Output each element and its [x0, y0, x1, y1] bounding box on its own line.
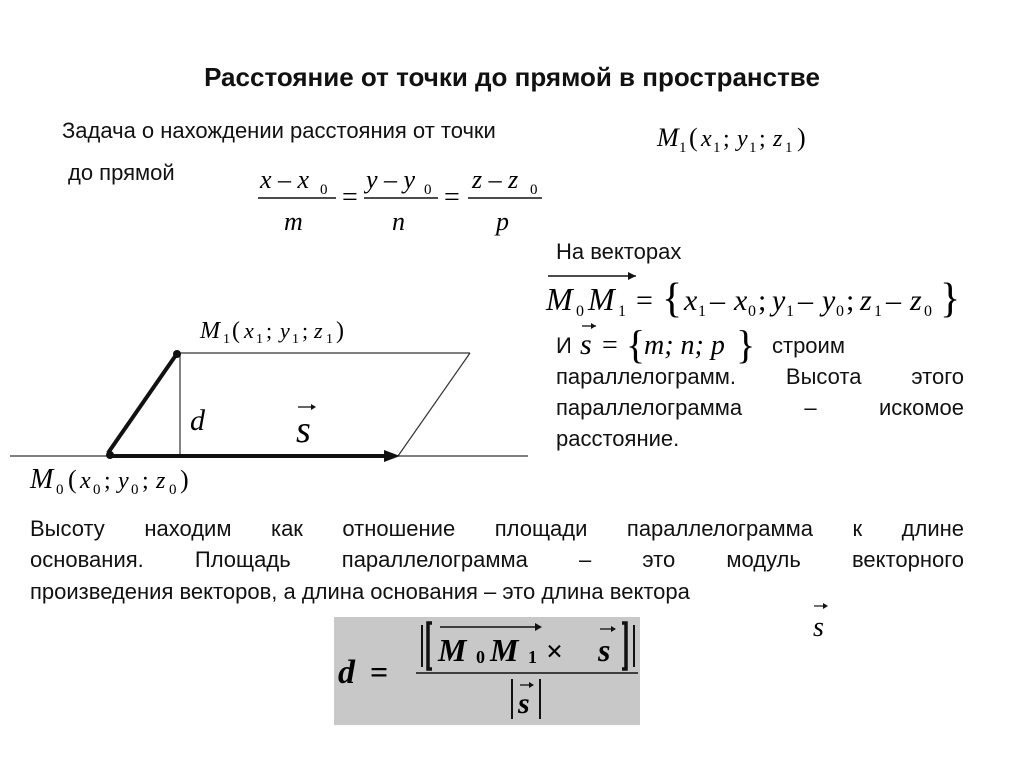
label-m0-close: ) — [180, 465, 189, 494]
vector-s-formula — [576, 318, 766, 368]
and-label: И — [556, 333, 572, 358]
comp-z0: z — [910, 284, 922, 317]
m1-z: z — [773, 126, 783, 152]
eq-2: = — [444, 182, 460, 213]
build-label: строим — [772, 333, 845, 358]
den-z: p — [496, 207, 509, 236]
m1-letter-vec: M — [588, 281, 615, 317]
m1-y: y — [737, 126, 748, 152]
bottom-line-2: основания. Площадь параллелограмма – это модуль векторного — [30, 547, 964, 572]
formula-d: d — [338, 654, 355, 691]
m1-letter: M — [657, 123, 679, 152]
close-brace: } — [940, 276, 961, 322]
s-components: m; n; p — [644, 330, 725, 361]
label-m1-z: z — [314, 318, 323, 343]
right-edge — [398, 353, 470, 456]
num-bracket-left — [428, 623, 432, 669]
label-m1: M — [200, 318, 220, 344]
num-z-sub: 0 — [530, 182, 538, 198]
side-s-arrowhead — [823, 603, 828, 609]
s-eq: = — [602, 330, 618, 361]
label-m0-sub: 0 — [56, 482, 64, 498]
m0m1-vector-line — [108, 355, 176, 453]
label-s: s — [296, 409, 311, 451]
comp-z1: z — [860, 284, 872, 317]
m1-x-sub: 1 — [713, 140, 721, 156]
label-m1-y-sub: 1 — [292, 332, 299, 347]
s-open-brace: { — [626, 322, 646, 367]
comp-minus-2: – — [798, 284, 813, 317]
intro-line-2: до прямой — [68, 160, 175, 185]
bottom-line-1: Высоту находим как отношение площади параллелограмма к длине — [30, 516, 964, 541]
m1-open-paren: ( — [689, 123, 698, 152]
formula-eq: = — [370, 654, 389, 690]
num-s: s — [598, 632, 611, 668]
num-cross: × — [546, 635, 564, 668]
label-m0-y-sub: 0 — [131, 482, 139, 498]
num-x: x – x — [260, 165, 310, 194]
label-m1-z-sub: 1 — [326, 332, 333, 347]
comp-y0-sub: 0 — [836, 303, 844, 320]
label-m1-sep2: ; — [302, 318, 309, 343]
label-d: d — [190, 404, 205, 437]
open-brace: { — [662, 276, 683, 322]
label-m0-y: y — [118, 468, 129, 494]
bottom-line-3: произведения векторов, а длина основания – это длина вектора — [30, 579, 690, 604]
label-m1-sub: 1 — [223, 332, 230, 347]
m0-sub: 0 — [576, 303, 584, 320]
label-m1-coords-close: ) — [336, 318, 344, 344]
page-title: Расстояние от точки до прямой в пространстве — [204, 62, 820, 92]
label-m1-sep1: ; — [266, 318, 273, 343]
comp-z0-sub: 0 — [924, 303, 932, 320]
num-vector-arrowhead — [535, 623, 542, 631]
right-line-3: расстояние. — [556, 426, 680, 451]
comp-z1-sub: 1 — [874, 303, 882, 320]
num-m0-sub: 0 — [476, 647, 485, 667]
den-s: s — [518, 687, 530, 720]
comp-sep-1: ; — [758, 284, 767, 317]
point-m1-formula — [655, 118, 825, 158]
num-m1-sub: 1 — [528, 647, 537, 667]
distance-formula — [334, 617, 640, 725]
m1-x: x — [701, 126, 712, 152]
vector-arrowhead — [628, 272, 636, 280]
num-s-arrowhead — [611, 626, 616, 632]
s-vector-arrowhead-diagram — [384, 450, 400, 462]
s-close-brace: } — [736, 322, 756, 367]
vectors-label: На векторах — [556, 239, 682, 264]
s-vector-arrowhead — [591, 323, 596, 329]
den-x: m — [284, 207, 303, 236]
label-m0-x-sub: 0 — [93, 482, 101, 498]
comp-minus-1: – — [710, 284, 725, 317]
parallelogram-diagram — [0, 310, 560, 510]
den-s-arrowhead — [529, 682, 534, 688]
num-m0: M — [438, 632, 467, 668]
vector-m0m1-formula — [540, 266, 1010, 326]
label-m1-y: y — [280, 318, 290, 343]
comp-x0: x — [734, 284, 748, 317]
num-m1: M — [490, 632, 519, 668]
label-m1-x: x — [244, 318, 254, 343]
label-m0-sep2: ; — [142, 468, 149, 494]
label-s-arrowhead — [311, 404, 316, 410]
num-z: z – z — [472, 165, 519, 194]
num-x-sub: 0 — [320, 182, 328, 198]
point-m1 — [173, 350, 181, 358]
comp-y1-sub: 1 — [786, 303, 794, 320]
intro-line-1: Задача о нахождении расстояния от точки — [62, 118, 496, 143]
eq-1: = — [342, 182, 358, 213]
num-y: y – y — [366, 165, 416, 194]
m1-y-sub: 1 — [749, 140, 757, 156]
m1-z-sub: 1 — [785, 140, 793, 156]
point-m0 — [106, 451, 114, 459]
m1-sep2: ; — [759, 126, 766, 152]
right-line-2: параллелограмма – искомое — [556, 395, 964, 420]
s-letter: s — [580, 328, 592, 361]
right-line-1: параллелограмм. Высота этого — [556, 364, 964, 389]
m0-letter: M — [546, 281, 573, 317]
label-m0: M — [30, 464, 54, 495]
m1-sub: 1 — [679, 140, 687, 156]
comp-x1-sub: 1 — [698, 303, 706, 320]
comp-x1: x — [684, 284, 698, 317]
m1-sep1: ; — [723, 126, 730, 152]
label-m0-open: ( — [68, 465, 77, 494]
canonical-equation — [250, 160, 550, 240]
label-m1-x-sub: 1 — [256, 332, 263, 347]
num-bracket-right — [622, 623, 626, 669]
den-y: n — [392, 207, 405, 236]
side-s-letter: s — [813, 612, 824, 643]
comp-x0-sub: 0 — [748, 303, 756, 320]
num-y-sub: 0 — [424, 182, 432, 198]
comp-sep-2: ; — [846, 284, 855, 317]
m1-close-paren: ) — [797, 123, 806, 152]
comp-y1: y — [772, 284, 786, 317]
side-vector-s — [806, 600, 836, 644]
vec-eq: = — [636, 284, 653, 317]
label-m0-x: x — [80, 468, 91, 494]
label-m0-z-sub: 0 — [169, 482, 177, 498]
label-m0-sep1: ; — [104, 468, 111, 494]
label-m1-coords-open: ( — [232, 318, 240, 344]
label-m0-z: z — [156, 468, 166, 494]
m1-sub-vec: 1 — [618, 303, 626, 320]
comp-minus-3: – — [886, 284, 901, 317]
comp-y0: y — [822, 284, 836, 317]
